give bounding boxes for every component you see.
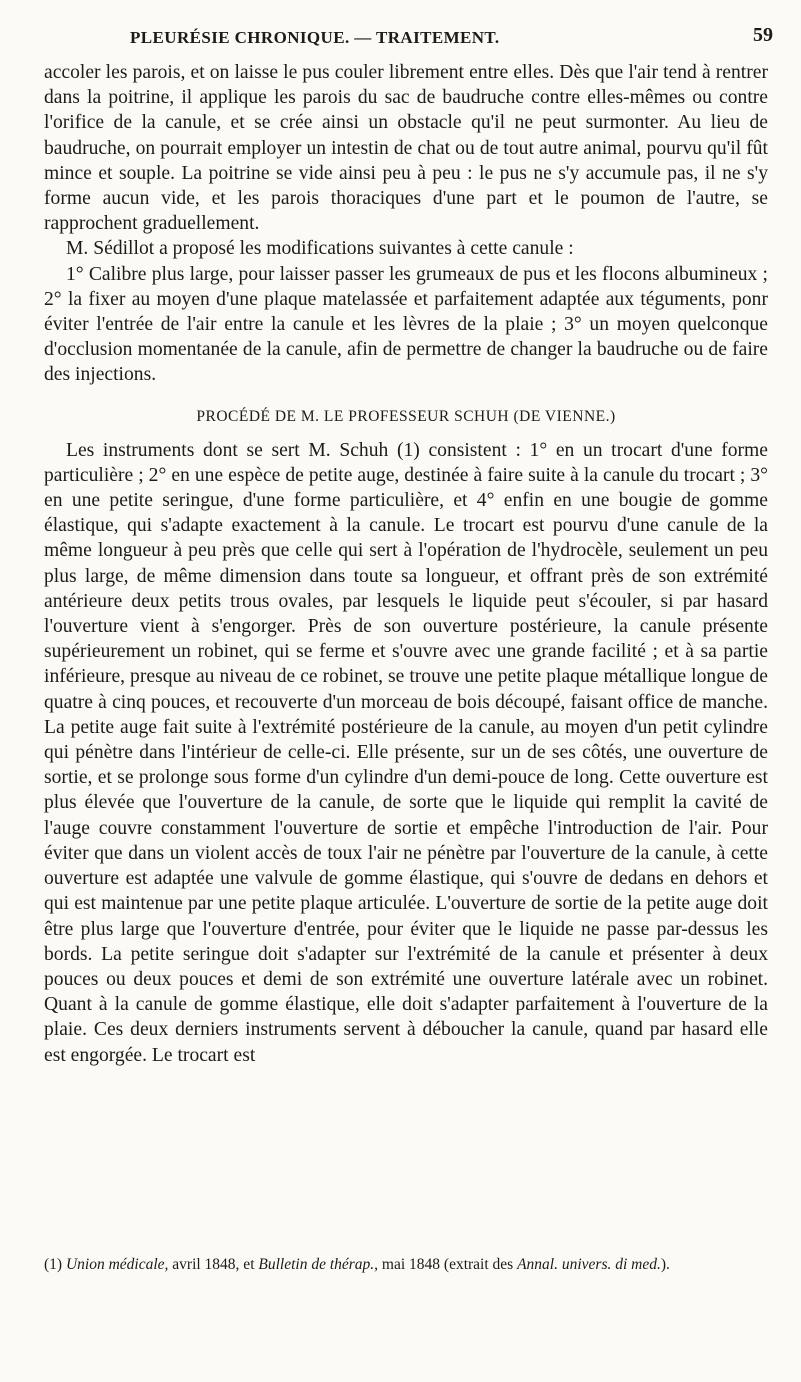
paragraph-modifications: 1° Calibre plus large, pour laisser passer les grumeaux de pus et les flocons albumineux ; 2° la fixer au moyen d'une plaque matelassée et parfaitement adaptée aux téguments, ponr éviter l'entrée de l'air entre la canule et les lèvres de la plaie ; 3° un moyen quelconque d'occlusion momentanée de la canule, afin de permettre de changer la baudruche ou de faire des injections. [44,263,768,386]
footnote-source-annal: Annal. univers. di med. [517,1256,661,1273]
footnote-text-1: avril 1848, et [172,1256,255,1273]
footnote-source-union: Union médicale, [65,1256,169,1273]
section-heading: PROCÉDÉ DE M. LE PROFESSEUR SCHUH (DE VIENNE.) [196,407,616,425]
page-header [70,22,773,54]
main-text [44,60,768,1068]
page-number: 59 [753,24,773,46]
paragraph-continuation: accoler les parois, et on laisse le pus couler librement entre elles. Dès que l'air tend à rentrer dans la poitrine, il applique les parois du sac de baudruche contre elles-mêmes ou contre l'orifice de la canule, et se crée ainsi un obstacle qu'il ne peut surmonter. Au lieu de baudruche, on pourrait employer un intestin de chat ou de tout autre animal, pourvu qu'il fût mince et souple. La poitrine se vide ainsi peu à peu : le pus ne s'y accumule pas, il ne s'y forme aucun vide, et les parois thoraciques d'une part et le poumon de l'autre, se rapprochent graduellement. [44,62,768,235]
paragraph-schuh-instruments: Les instruments dont se sert M. Schuh (1) consistent : 1° en un trocart d'une forme particulière ; 2° en une espèce de petite auge, destinée à faire suite à la canule du trocart ; 3° en une petite seringue, d'une forme particulière, et 4° enfin en une bougie de gomme élastique, qui s'adapte exactement à la canule. Le trocart est pourvu d'une canule de la même longueur à peu près que celle qui sert à l'opération de l'hydrocèle, seulement un peu plus large, de même dimension dans toute sa longueur, et offrant près de son extrémité antérieure deux petits trous ovales, par lesquels le liquide peut s'écouler, si par hasard l'ouverture vient à s'engorger. Près de son ouverture postérieure, la canule présente supérieurement un robinet, qui se ferme et s'ouvre avec une grande facilité ; et à sa partie inférieure, presque au niveau de ce robinet, se trouve une petite plaque métallique longue de quatre à cinq pouces, et recouverte d'un morceau de bois découpé, faisant office de manche. La petite auge fait suite à l'extrémité postérieure de la canule, au moyen d'un petit cylindre qui pénètre dans l'intérieur de celle-ci. Elle présente, sur un de ses côtés, une ouverture de sortie, et se prolonge sous forme d'un cylindre d'un demi-pouce de long. Cette ouverture est plus élevée que l'ouverture de la canule, de sorte que le liquide qui remplit la cavité de l'auge couvre constamment l'ouverture de sortie et empêche l'introduction de l'air. Pour éviter que dans un violent accès de toux l'air ne pénètre par l'ouverture de la canule, à cette ouverture est adaptée une valvule de gomme élastique, qui s'ouvre de dedans en dehors et qui est maintenue par une petite plaque articulée. L'ouverture de sortie de la petite auge doit être plus large que l'ouverture d'entrée, pour éviter que le liquide ne passe par-dessus les bords. La petite seringue doit s'adapter sur l'extrémité de la canule et présenter à deux pouces ou deux pouces et demi de son extrémité une ouverture latérale avec un robinet. Quant à la canule de gomme élastique, elle doit s'adapter parfaitement à l'ouverture de la plaie. Ces deux derniers instruments servent à déboucher la canule, quand par hasard elle est engorgée. Le trocart est [44,439,768,1066]
running-title: PLEURÉSIE CHRONIQUE. — TRAITEMENT. [130,28,500,47]
footnote-text-2: mai 1848 (extrait des [381,1256,514,1273]
footnote-source-bulletin: Bulletin de thérap., [258,1256,379,1273]
paragraph-sedillot: M. Sédillot a proposé les modifications suivantes à cette canule : [66,238,574,260]
footnote-marker: (1) [44,1256,63,1273]
footnote-end: ). [660,1256,670,1273]
footnote [44,1255,768,1275]
